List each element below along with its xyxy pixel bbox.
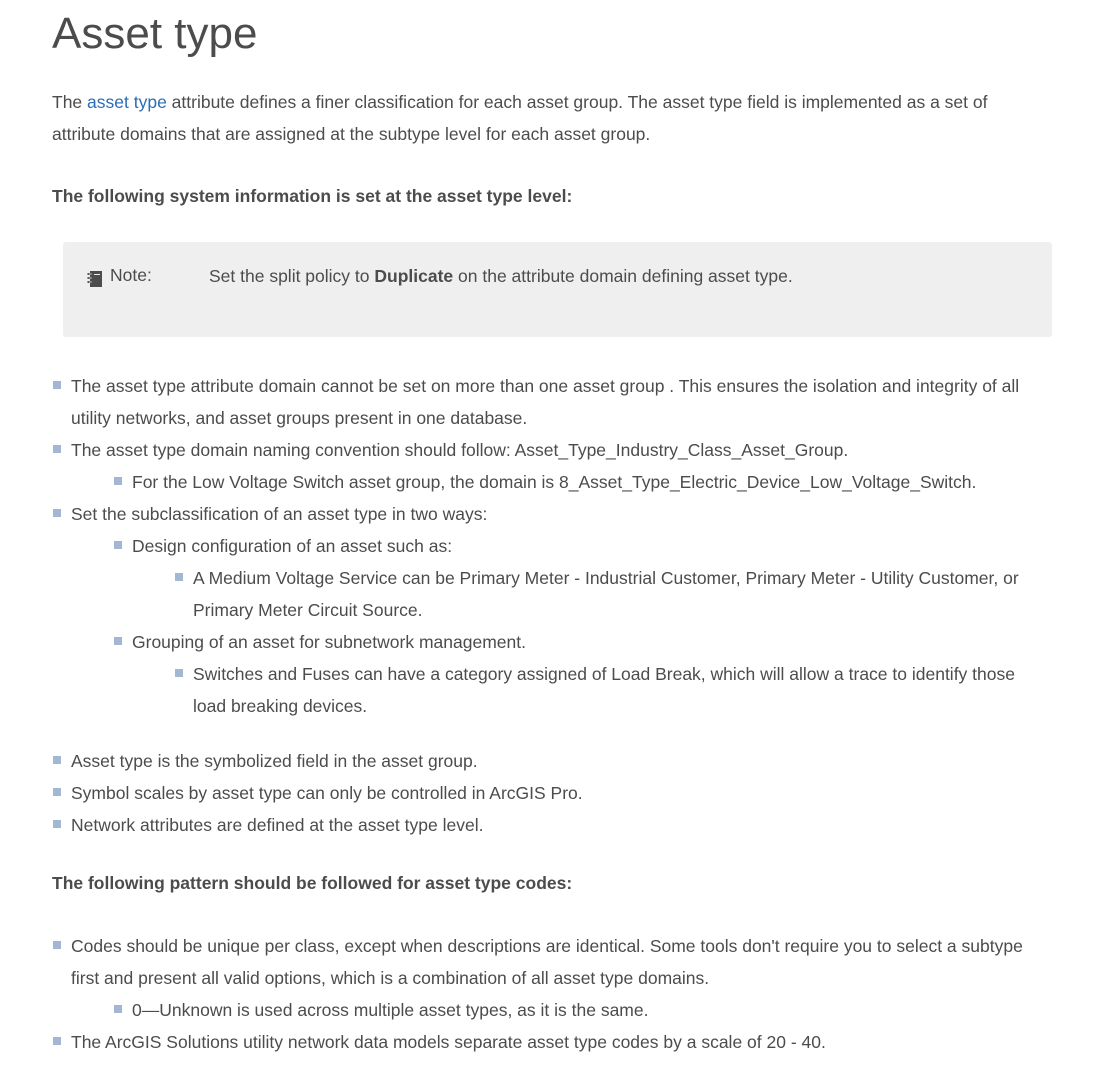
list-item-text: Switches and Fuses can have a category assigned of Load Break, which will allow a trace to identify those load breaking devices. <box>193 664 1015 716</box>
note-label: Note: <box>110 265 152 285</box>
list-item-text: A Medium Voltage Service can be Primary Meter - Industrial Customer, Primary Meter - Utility Customer, or Primary Meter Circuit Source. <box>193 568 1019 620</box>
list-item <box>52 498 1052 722</box>
list-item-text: Network attributes are defined at the asset type level. <box>71 815 484 835</box>
list-item-text: For the Low Voltage Switch asset group, the domain is 8_Asset_Type_Electric_Device_Low_Voltage_Switch. <box>132 472 977 492</box>
list-item <box>113 466 1052 498</box>
list-item <box>52 1026 1052 1058</box>
list-item-text: Set the subclassification of an asset type in two ways: <box>71 504 488 524</box>
note-text-end: on the attribute domain defining asset type. <box>453 266 793 286</box>
list-item <box>174 562 1052 626</box>
page-title: Asset type <box>52 9 258 58</box>
list-item-text: The ArcGIS Solutions utility network data models separate asset type codes by a scale of 20 - 40. <box>71 1032 826 1052</box>
list-item-text: Design configuration of an asset such as: <box>132 536 453 556</box>
list-item <box>52 809 1052 841</box>
sub-list <box>71 466 1052 498</box>
sub-list <box>132 658 1052 722</box>
list-item <box>113 626 1052 722</box>
symbology-list <box>52 745 1052 841</box>
list-item <box>52 930 1052 1026</box>
list-item <box>113 994 1052 1026</box>
asset-type-codes-list <box>52 930 1052 1058</box>
list-item-text: 0—Unknown is used across multiple asset types, as it is the same. <box>132 1000 649 1020</box>
codes-pattern-heading: The following pattern should be followed for asset type codes: <box>52 873 573 893</box>
note-label-group <box>87 259 152 291</box>
note-text <box>209 260 793 292</box>
list-item-text: Symbol scales by asset type can only be controlled in ArcGIS Pro. <box>71 783 583 803</box>
sub-list <box>71 994 1052 1026</box>
intro-text-start: The <box>52 92 88 112</box>
note-text-start: Set the split policy to <box>209 266 375 286</box>
list-item-text: Codes should be unique per class, except when descriptions are identical. Some tools don't require you to select a subtype first and present all valid options, which is a combination of all asset type domains. <box>71 936 1023 988</box>
list-item <box>52 434 1052 498</box>
list-item <box>52 745 1052 777</box>
system-info-heading: The following system information is set at the asset type level: <box>52 186 573 206</box>
asset-type-link[interactable]: asset type <box>87 92 167 112</box>
list-item <box>52 370 1052 434</box>
list-item <box>174 658 1052 722</box>
note-duplicate-term: Duplicate <box>374 266 454 286</box>
intro-text-rest: attribute defines a finer classification for each asset group. The asset type field is implemented as a set of attribute domains that are assigned at the subtype level for each asset group. <box>52 92 988 144</box>
sub-list <box>132 562 1052 626</box>
list-item <box>52 777 1052 809</box>
intro-paragraph <box>52 86 1052 150</box>
asset-type-rules-list <box>52 370 1052 722</box>
list-item-text: The asset type domain naming convention should follow: Asset_Type_Industry_Class_Asset_Group. <box>71 440 849 460</box>
note-box <box>63 242 1052 337</box>
list-item <box>113 530 1052 626</box>
list-item-text: The asset type attribute domain cannot be set on more than one asset group . This ensures the isolation and integrity of all utility networks, and asset groups present in one database. <box>71 376 1020 428</box>
list-item-text: Grouping of an asset for subnetwork management. <box>132 632 526 652</box>
list-item-text: Asset type is the symbolized field in the asset group. <box>71 751 478 771</box>
sub-list <box>71 530 1052 722</box>
notebook-icon <box>87 266 103 284</box>
